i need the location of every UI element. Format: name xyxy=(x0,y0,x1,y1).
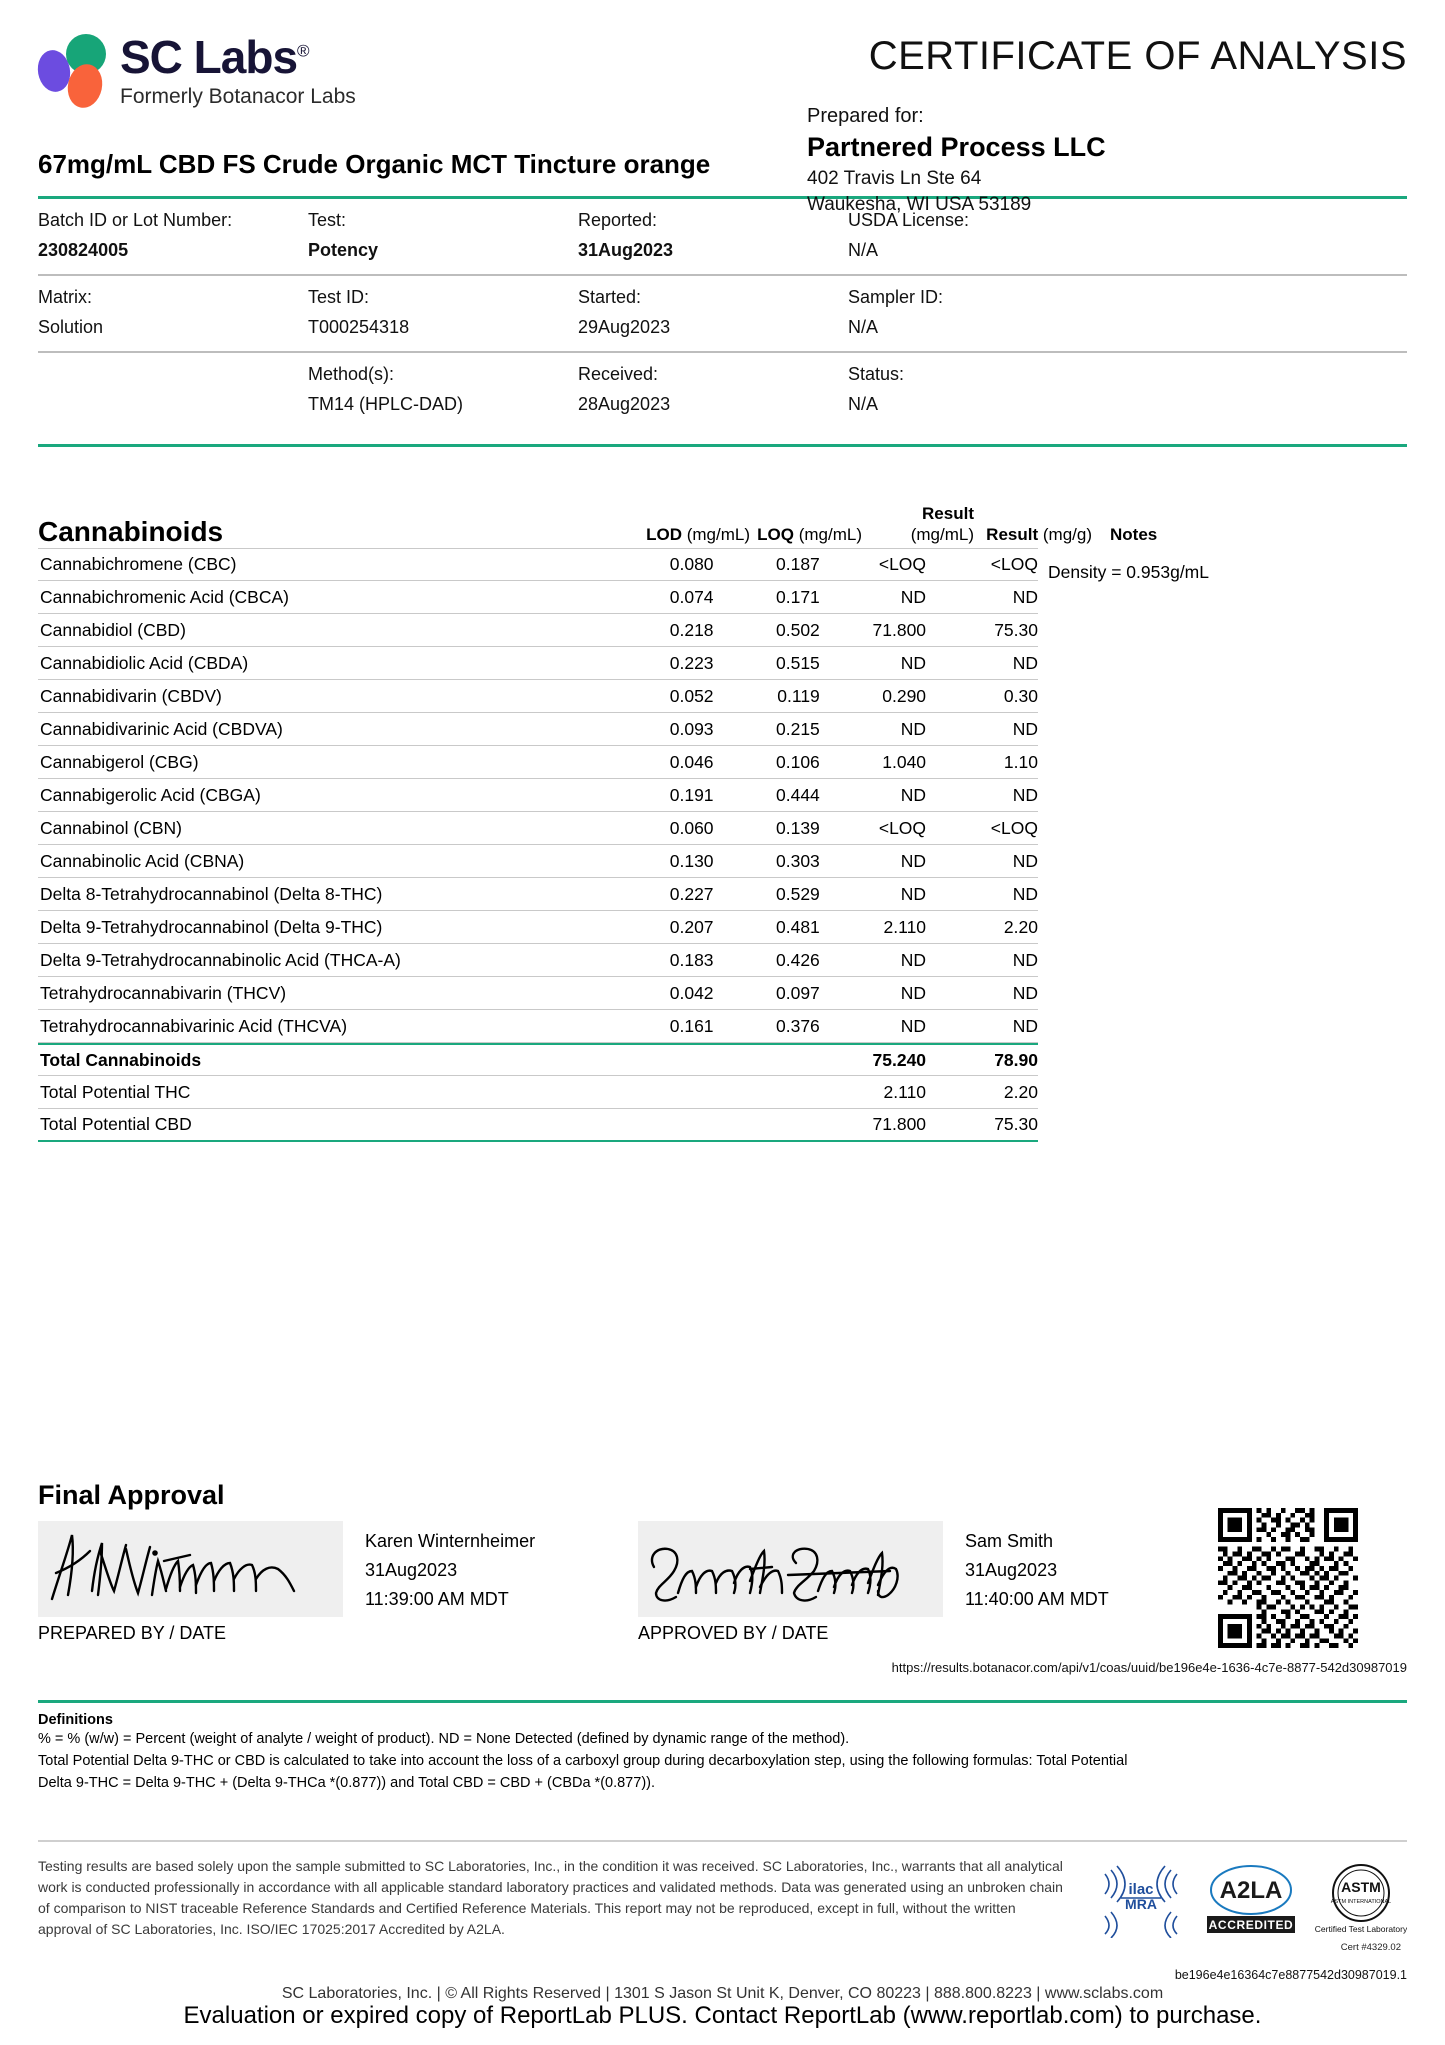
qr-code[interactable] xyxy=(1218,1508,1358,1648)
result-mgml-value: ND xyxy=(900,949,927,970)
reportlab-overlay-notice: Evaluation or expired copy of ReportLab PLUS. Contact ReportLab (www.reportlab.com) to purchase. xyxy=(183,2002,1262,2029)
lod-value: 0.218 xyxy=(669,619,714,640)
result-mgg-value: ND xyxy=(1012,850,1038,871)
meta-value: 29Aug2023 xyxy=(578,316,671,337)
logo-blob-orange xyxy=(64,61,106,111)
a2la-accredited-icon xyxy=(1201,1860,1301,1938)
meta-value: 230824005 xyxy=(38,239,129,260)
result-mgg-value: ND xyxy=(1012,784,1038,805)
prepared-for-label: Prepared for: xyxy=(807,105,924,127)
analyte-name: Total Potential THC xyxy=(40,1081,191,1102)
svg-text:ASTM INTERNATIONAL: ASTM INTERNATIONAL xyxy=(1330,1898,1392,1905)
analyte-name: Delta 9-Tetrahydrocannabinol (Delta 9-THC) xyxy=(40,916,383,937)
result-mgml-unit: (mg/mL) xyxy=(910,525,974,545)
analyte-name: Cannabichromenic Acid (CBCA) xyxy=(40,586,289,607)
meta-label: Sampler ID: xyxy=(848,286,944,307)
meta-label: Started: xyxy=(578,286,642,307)
lod-value: 0.183 xyxy=(669,949,714,970)
loq-value: 0.171 xyxy=(776,586,820,607)
meta-value: N/A xyxy=(848,239,879,260)
meta-label: Status: xyxy=(848,363,905,384)
analyte-name: Delta 9-Tetrahydrocannabinolic Acid (THCA-A) xyxy=(40,949,401,970)
result-mgml-value: ND xyxy=(900,718,927,739)
cannabinoids-table-body xyxy=(38,548,1038,1142)
lod-unit: (mg/mL) xyxy=(686,525,750,545)
result-mgg-value: 0.30 xyxy=(1003,685,1038,706)
definitions-top-rule xyxy=(38,1700,1407,1703)
lod-value: 0.130 xyxy=(669,850,714,871)
meta-row-3 xyxy=(38,353,1407,428)
meta-label: Method(s): xyxy=(308,363,395,384)
lod-value: 0.042 xyxy=(669,982,714,1003)
meta-test-id xyxy=(308,287,578,338)
astm-certified-icon xyxy=(1315,1860,1407,1946)
loq-bold: LOQ xyxy=(757,525,794,545)
meta-usda-license xyxy=(848,210,1108,261)
column-header-notes: Notes xyxy=(1110,525,1158,545)
qr-code-icon[interactable] xyxy=(1218,1508,1358,1648)
result-mgg-value: 75.30 xyxy=(994,1114,1038,1135)
disclaimer-text: Testing results are based solely upon the sample submitted to SC Laboratories, Inc., in the condition it was received. SC Laboratories, Inc., warrants that all analytical work is conducted professionally in accordance with all applicable standard laboratory practices and validated methods. Data was generated using an unbroken chain of comparison to NIST traceable Reference Standards and Certified Reference Materials. This report may not be reproduced, except in full, without the written approval of SC Laboratories, Inc. ISO/IEC 17025:2017 Accredited by A2LA. xyxy=(38,1857,1063,1937)
table-row xyxy=(38,1043,1038,1076)
meta-value: N/A xyxy=(848,316,879,337)
table-row xyxy=(38,680,1038,713)
loq-value: 0.444 xyxy=(776,784,820,805)
result-mgml-value: ND xyxy=(900,586,927,607)
product-title-row xyxy=(38,149,1407,180)
approved-by-time: 11:40:00 AM MDT xyxy=(965,1589,1109,1610)
prepared-by-info xyxy=(343,1521,535,1614)
signature-karen-icon xyxy=(38,1521,343,1617)
meta-value: 28Aug2023 xyxy=(578,393,671,414)
astm-badge xyxy=(1315,1860,1407,1951)
meta-status xyxy=(848,364,1108,415)
accreditation-badges xyxy=(1095,1856,1407,1982)
lod-value: 0.223 xyxy=(669,652,714,673)
prepared-by-name: Karen Winternheimer xyxy=(365,1531,536,1551)
cannabinoids-table-header xyxy=(38,503,1407,549)
registered-mark: ® xyxy=(297,41,309,61)
svg-text:Certified Test Laboratory: Certified Test Laboratory xyxy=(1315,1923,1407,1934)
result-mgg-value: 2.20 xyxy=(1003,916,1038,937)
meta-label: Received: xyxy=(578,363,659,384)
loq-value: 0.139 xyxy=(776,817,820,838)
meta-label: Test: xyxy=(308,209,347,230)
uuid-text: be196e4e16364c7e8877542d30987019.1 xyxy=(1174,1967,1407,1982)
result-mgml-value: ND xyxy=(900,784,927,805)
approved-by-signature-image xyxy=(638,1521,943,1617)
table-row xyxy=(38,977,1038,1010)
approved-by-info xyxy=(943,1521,1109,1614)
result-mgml-value: 1.040 xyxy=(882,751,927,772)
definitions-title: Definitions xyxy=(38,1712,113,1728)
table-row xyxy=(38,812,1038,845)
coa-title: CERTIFICATE OF ANALYSIS xyxy=(868,34,1407,78)
definitions-line-3: Delta 9-THC = Delta 9-THC + (Delta 9-THCa *(0.877)) and Total CBD = CBD + (CBDa *(0.877)). xyxy=(38,1775,656,1792)
table-row xyxy=(38,911,1038,944)
result-top-label: Result xyxy=(922,503,974,523)
result-mgml-value: 2.110 xyxy=(883,916,927,937)
approved-by-name: Sam Smith xyxy=(965,1531,1054,1551)
column-header-result-mgg xyxy=(974,525,1092,548)
result-mgml-value: ND xyxy=(900,1015,927,1036)
disclaimer-flex xyxy=(38,1856,1407,1982)
loq-value: 0.119 xyxy=(777,685,820,706)
result-mgg-value: ND xyxy=(1012,982,1038,1003)
lod-value: 0.161 xyxy=(669,1015,714,1036)
result-mgml-value: 71.800 xyxy=(872,1114,927,1135)
lod-value: 0.191 xyxy=(669,784,714,805)
meta-value: Solution xyxy=(38,316,104,337)
column-header-lod xyxy=(638,525,750,548)
table-row xyxy=(38,1109,1038,1142)
result-mgg-value: 78.90 xyxy=(994,1049,1038,1070)
ilac-mra-badge xyxy=(1095,1860,1187,1943)
analyte-name: Cannabigerol (CBG) xyxy=(40,751,199,772)
loq-unit: (mg/mL) xyxy=(798,525,862,545)
page-header xyxy=(38,0,1407,217)
lod-bold: LOD xyxy=(646,525,682,545)
loq-value: 0.502 xyxy=(776,619,820,640)
table-row xyxy=(38,548,1038,581)
result-mgml-value: ND xyxy=(900,652,927,673)
meta-row-2 xyxy=(38,276,1407,351)
result-mgg-value: <LOQ xyxy=(990,817,1038,838)
analyte-name: Total Potential CBD xyxy=(40,1114,192,1135)
svg-text:ACCREDITED: ACCREDITED xyxy=(1208,1917,1294,1932)
meta-label: Batch ID or Lot Number: xyxy=(38,209,233,230)
result-url[interactable]: https://results.botanacor.com/api/v1/coas/uuid/be196e4e-1636-4c7e-8877-542d30987019 xyxy=(891,1660,1407,1675)
signature-row xyxy=(38,1521,1407,1644)
definitions-section xyxy=(38,1700,1407,1794)
meta-bottom-rule xyxy=(38,444,1407,447)
result-mgml-value: <LOQ xyxy=(878,554,927,575)
loq-value: 0.215 xyxy=(776,718,820,739)
result-mgg-value: ND xyxy=(1012,586,1038,607)
loq-value: 0.376 xyxy=(776,1015,820,1036)
brand-text xyxy=(120,28,356,109)
result-mgml-value: <LOQ xyxy=(878,817,927,838)
prepared-by-signature-image xyxy=(38,1521,343,1617)
analyte-name: Tetrahydrocannabivarin (THCV) xyxy=(40,982,287,1003)
analyte-name: Cannabidiol (CBD) xyxy=(40,619,186,640)
loq-value: 0.303 xyxy=(776,850,820,871)
result-mgml-value: ND xyxy=(900,982,927,1003)
table-row xyxy=(38,746,1038,779)
lod-value: 0.060 xyxy=(669,817,714,838)
signature-samantha-icon xyxy=(638,1521,943,1617)
result-mgg-value: ND xyxy=(1012,718,1038,739)
svg-text:MRA: MRA xyxy=(1125,1895,1157,1912)
brand-tagline: Formerly Botanacor Labs xyxy=(120,85,356,108)
meta-received xyxy=(578,364,848,415)
table-row xyxy=(38,944,1038,977)
meta-test xyxy=(308,210,578,261)
result-mgg-unit: (mg/g) xyxy=(1042,525,1092,545)
header-right xyxy=(807,28,1407,217)
brand-name xyxy=(120,31,356,83)
meta-label: Reported: xyxy=(578,209,658,230)
result-mgg-value: ND xyxy=(1012,949,1038,970)
prepared-by-time: 11:39:00 AM MDT xyxy=(365,1589,509,1610)
result-mgg-value: ND xyxy=(1012,1015,1038,1036)
address-line-1: 402 Travis Ln Ste 64 xyxy=(807,168,982,189)
table-row xyxy=(38,581,1038,614)
disclaimer-section xyxy=(38,1840,1407,1982)
meta-empty xyxy=(38,364,308,415)
cert-number: Cert #4329.02 xyxy=(1340,1941,1401,1953)
lod-value: 0.080 xyxy=(669,554,714,575)
result-mgg-value: 75.30 xyxy=(994,619,1038,640)
final-approval-title: Final Approval xyxy=(38,1480,225,1510)
lod-value: 0.207 xyxy=(669,916,714,937)
column-header-result-mgml xyxy=(862,503,974,549)
analyte-name: Cannabigerolic Acid (CBGA) xyxy=(40,784,261,805)
lod-value: 0.046 xyxy=(669,751,714,772)
table-row xyxy=(38,1010,1038,1043)
cannabinoids-section xyxy=(38,503,1407,1143)
lod-value: 0.074 xyxy=(669,586,714,607)
brand-logo xyxy=(38,28,356,110)
meta-label: Test ID: xyxy=(308,286,370,307)
meta-sampler-id xyxy=(848,287,1108,338)
notes-cell: Density = 0.953g/mL xyxy=(1048,561,1209,582)
svg-text:ilac: ilac xyxy=(1128,1880,1154,1898)
analyte-name: Total Cannabinoids xyxy=(40,1049,202,1070)
meta-matrix xyxy=(38,287,308,338)
product-title: 67mg/mL CBD FS Crude Organic MCT Tincture orange xyxy=(38,149,711,180)
result-mgml-value: 2.110 xyxy=(883,1081,927,1102)
lod-value: 0.227 xyxy=(669,883,714,904)
final-approval-section xyxy=(38,1480,1407,1675)
loq-value: 0.481 xyxy=(776,916,820,937)
lod-value: 0.093 xyxy=(669,718,714,739)
definitions-line-2: Total Potential Delta 9-THC or CBD is calculated to take into account the loss of a carboxyl group during decarboxylation step, using the following formulas: Total Potential xyxy=(38,1753,1128,1770)
loq-value: 0.097 xyxy=(776,982,820,1003)
lod-value: 0.052 xyxy=(669,685,714,706)
result-mgg-value: ND xyxy=(1012,883,1038,904)
sc-labs-logo-icon xyxy=(38,32,106,110)
analyte-name: Cannabidivarin (CBDV) xyxy=(40,685,222,706)
analyte-name: Cannabidivarinic Acid (CBDVA) xyxy=(40,718,283,739)
client-name: Partnered Process LLC xyxy=(807,132,1106,162)
loq-value: 0.106 xyxy=(776,751,820,772)
meta-value: N/A xyxy=(848,393,879,414)
svg-text:A2LA: A2LA xyxy=(1219,1876,1283,1904)
result-mgml-value: 71.800 xyxy=(872,619,927,640)
analyte-name: Cannabinol (CBN) xyxy=(40,817,183,838)
approved-by-caption: APPROVED BY / DATE xyxy=(638,1623,829,1643)
result-mgg-value: ND xyxy=(1012,652,1038,673)
brand-name-text: SC Labs xyxy=(120,31,298,83)
analyte-name: Cannabidiolic Acid (CBDA) xyxy=(40,652,249,673)
table-row xyxy=(38,713,1038,746)
loq-value: 0.529 xyxy=(776,883,820,904)
column-header-loq xyxy=(750,525,862,548)
table-row xyxy=(38,845,1038,878)
address-line-2: Waukesha, WI USA 53189 xyxy=(807,193,1032,215)
loq-value: 0.187 xyxy=(776,554,820,575)
analyte-name: Delta 8-Tetrahydrocannabinol (Delta 8-THC) xyxy=(40,883,383,904)
table-row xyxy=(38,779,1038,812)
result-mgml-value: 0.290 xyxy=(882,685,927,706)
meta-label: Matrix: xyxy=(38,286,92,307)
svg-text:ASTM: ASTM xyxy=(1341,1878,1381,1895)
meta-started xyxy=(578,287,848,338)
result-mgg-value: <LOQ xyxy=(990,554,1038,575)
ilac-mra-icon xyxy=(1095,1860,1187,1938)
approved-by-block xyxy=(638,1521,1238,1644)
result-mgml-value: ND xyxy=(900,850,927,871)
meta-batch-id xyxy=(38,210,308,261)
table-row xyxy=(38,614,1038,647)
approved-by-date: 31Aug2023 xyxy=(965,1560,1058,1581)
prepared-by-block xyxy=(38,1521,638,1644)
loq-value: 0.426 xyxy=(776,949,820,970)
analyte-name: Cannabichromene (CBC) xyxy=(40,554,237,575)
result-mgg-value: 1.10 xyxy=(1003,751,1038,772)
prepared-by-date: 31Aug2023 xyxy=(365,1560,458,1581)
result-mgml-value: ND xyxy=(900,883,927,904)
table-row xyxy=(38,878,1038,911)
definitions-line-1: % = % (w/w) = Percent (weight of analyte / weight of product). ND = None Detected (defined by dynamic range of the method). xyxy=(38,1731,850,1747)
meta-value: Potency xyxy=(308,239,379,260)
table-row xyxy=(38,1076,1038,1109)
meta-methods xyxy=(308,364,578,415)
section-title: Cannabinoids xyxy=(38,516,224,548)
meta-value: TM14 (HPLC-DAD) xyxy=(308,393,464,414)
loq-value: 0.515 xyxy=(776,652,820,673)
meta-value: T000254318 xyxy=(308,316,410,337)
result-mgml-value: 75.240 xyxy=(872,1049,927,1070)
result-mgg-value: 2.20 xyxy=(1003,1081,1038,1102)
table-row xyxy=(38,647,1038,680)
analyte-name: Cannabinolic Acid (CBNA) xyxy=(40,850,245,871)
a2la-badge xyxy=(1201,1860,1301,1943)
meta-reported xyxy=(578,210,848,261)
prepared-by-caption: PREPARED BY / DATE xyxy=(38,1623,227,1643)
result-mgg-bold: Result xyxy=(986,525,1039,545)
analyte-name: Tetrahydrocannabivarinic Acid (THCVA) xyxy=(40,1015,348,1036)
meta-label: USDA License: xyxy=(848,209,970,230)
meta-value: 31Aug2023 xyxy=(578,239,674,260)
page-footer: SC Laboratories, Inc. | © All Rights Reserved | 1301 S Jason St Unit K, Denver, CO 80223 | 888.800.8223 | www.sclabs.com xyxy=(281,1985,1164,2002)
disclaimer-rule xyxy=(38,1840,1407,1842)
